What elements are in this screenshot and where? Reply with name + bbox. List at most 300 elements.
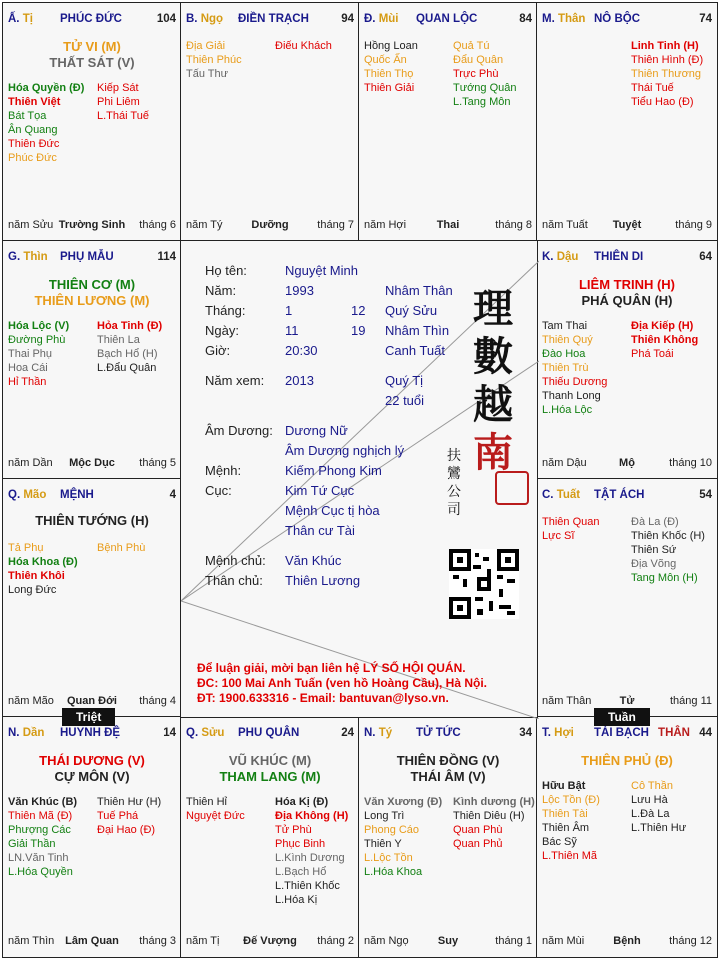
info-label: Cục:: [205, 483, 232, 498]
palace-footer: [364, 219, 532, 233]
minor-star: Lộc Tồn (Đ): [542, 794, 600, 806]
palace-ngo[interactable]: [180, 2, 360, 242]
palace-mao[interactable]: [2, 478, 182, 718]
footer-year: năm Ngọ: [364, 935, 409, 947]
branch-label: [542, 13, 585, 25]
footer-year: năm Sửu: [8, 219, 54, 231]
footer-month: tháng 5: [139, 457, 176, 469]
minor-stars-left: [8, 319, 69, 389]
minor-star: Địa Võng: [631, 558, 677, 570]
footer-stage: Lâm Quan: [65, 935, 119, 947]
main-star: THAM LANG (M): [219, 769, 321, 784]
info-value: Mệnh Cục tị hòa: [285, 503, 380, 518]
minor-star: Thiên Giải: [364, 82, 415, 94]
seal-char: 司: [447, 502, 461, 518]
info-label: Mệnh:: [205, 463, 242, 478]
palace-dau[interactable]: [536, 240, 718, 480]
footer-year: năm Hợi: [364, 219, 407, 231]
info-row: [205, 301, 465, 321]
footer-year: năm Tuất: [542, 219, 588, 231]
contact-info: [197, 661, 487, 706]
minor-star: Đại Hao (Đ): [97, 824, 156, 836]
minor-star: Hóa Khoa (Đ): [8, 556, 78, 568]
info-label: Giờ:: [205, 343, 231, 358]
footer-stage: Suy: [437, 935, 459, 947]
minor-star: Văn Khúc (B): [8, 796, 78, 808]
footer-year: năm Tị: [186, 935, 220, 947]
footer-stage: Thai: [436, 219, 460, 231]
minor-star: Phượng Các: [8, 824, 71, 836]
branch-name: Mão: [23, 489, 47, 501]
minor-stars-left: [186, 39, 242, 81]
palace-age: 64: [699, 251, 712, 263]
info-value: Thân cư Tài: [285, 523, 355, 538]
footer-month: tháng 10: [669, 457, 712, 469]
info-row: [205, 391, 465, 411]
palace-extra-label: THÂN: [658, 727, 690, 739]
branch-name: Dần: [22, 727, 45, 739]
palace-footer: [542, 457, 712, 471]
minor-star: Thiên Quan: [542, 516, 600, 528]
info-row: [205, 481, 465, 501]
minor-stars-right: [97, 541, 145, 555]
palace-tuat[interactable]: [536, 478, 718, 718]
footer-stage: Tử: [619, 695, 635, 707]
palace-name: HUYNH ĐỆ: [60, 727, 121, 739]
minor-star: Tử Phù: [275, 824, 312, 836]
palace-name: QUAN LỘC: [416, 13, 478, 25]
center-info-panel: [180, 240, 538, 718]
minor-star: LN.Văn Tinh: [8, 852, 69, 864]
footer-stage: Quan Đới: [67, 695, 117, 707]
info-row: [205, 571, 465, 591]
footer-month: tháng 2: [317, 935, 354, 947]
minor-star: L.Thiên Hư: [631, 822, 687, 834]
minor-star: Bát Tọa: [8, 110, 47, 122]
minor-stars-left: [364, 795, 442, 879]
minor-star: Giải Thần: [8, 838, 56, 850]
minor-stars-left: [186, 795, 245, 823]
minor-star: Thanh Long: [542, 390, 601, 402]
minor-star: Thiên Thọ: [364, 68, 414, 80]
branch-label: [8, 251, 48, 263]
minor-star: Thiên La: [97, 334, 140, 346]
minor-star: L.Hóa Quyền: [8, 866, 73, 878]
minor-star: L.Lộc Tồn: [364, 852, 413, 864]
main-star: LIÊM TRINH (H): [578, 277, 676, 292]
main-star: THIÊN PHỦ (Đ): [581, 753, 673, 768]
info-label: Ngày:: [205, 323, 239, 338]
palace-age: 94: [341, 13, 354, 25]
minor-star: L.Thiên Khốc: [275, 880, 340, 892]
info-row: [205, 341, 465, 361]
minor-star: Đào Hoa: [542, 348, 586, 360]
palace-header: [364, 13, 532, 29]
minor-star: Linh Tinh (H): [631, 40, 699, 52]
footer-stage: Bệnh: [613, 935, 641, 947]
minor-star: Hữu Bật: [542, 780, 586, 792]
minor-star: Thiên Không: [631, 334, 699, 346]
main-stars: [181, 753, 359, 785]
info-value: 12: [351, 303, 366, 318]
palace-mui[interactable]: [358, 2, 538, 242]
palace-age: 74: [699, 13, 712, 25]
main-stars: [3, 753, 181, 785]
info-label: Năm:: [205, 283, 237, 298]
palace-footer: [542, 695, 712, 709]
minor-star: Đẩu Quân: [453, 54, 504, 66]
palace-name: PHU QUÂN: [238, 727, 300, 739]
triet-badge: Triệt: [62, 708, 115, 726]
branch-letter: Đ.: [364, 13, 376, 25]
minor-stars-right: [97, 795, 161, 837]
info-label: Tháng:: [205, 303, 246, 318]
minor-star: Nguyệt Đức: [186, 810, 245, 822]
minor-stars-left: [542, 515, 599, 543]
branch-letter: K.: [542, 251, 554, 263]
info-value: Nhâm Thìn: [385, 323, 450, 338]
minor-star: Long Trì: [364, 810, 405, 822]
minor-star: L.Thái Tuế: [97, 110, 149, 122]
footer-year: năm Dần: [8, 457, 53, 469]
minor-star: Địa Giải: [186, 40, 226, 52]
minor-star: Thiên Hỉ: [186, 796, 227, 808]
footer-year: năm Dậu: [542, 457, 587, 469]
palace-hoi[interactable]: [536, 716, 718, 958]
main-star: THIÊN TƯỚNG (H): [35, 513, 149, 528]
info-row: [205, 501, 465, 521]
branch-label: [542, 489, 580, 501]
footer-stage: Mộ: [619, 457, 635, 469]
minor-star: Hỉ Thần: [8, 376, 47, 388]
branch-letter: Q.: [186, 727, 199, 739]
minor-stars-right: [275, 39, 332, 53]
minor-stars-left: [8, 81, 84, 165]
branch-name: Sửu: [201, 727, 225, 739]
minor-star: L.Đà La: [631, 808, 670, 820]
minor-star: Tuế Phá: [97, 810, 139, 822]
minor-star: L.Bạch Hổ: [275, 866, 327, 878]
minor-star: Phong Cáo: [364, 824, 420, 836]
footer-month: tháng 11: [669, 695, 712, 707]
minor-star: Tả Phụ: [8, 542, 44, 554]
palace-header: [186, 727, 354, 743]
minor-stars-right: [97, 81, 149, 123]
footer-year: năm Mùi: [542, 935, 585, 947]
footer-month: tháng 9: [675, 219, 712, 231]
minor-stars-right: [631, 515, 705, 585]
minor-stars-right: [275, 795, 348, 907]
palace-name: MỆNH: [60, 489, 94, 501]
branch-label: [186, 727, 224, 739]
main-star: VŨ KHÚC (M): [228, 753, 312, 768]
minor-stars-left: [8, 541, 78, 597]
palace-age: 104: [156, 13, 176, 25]
footer-stage: Dưỡng: [251, 219, 289, 231]
palace-age: 54: [699, 489, 712, 501]
footer-year: năm Thìn: [8, 935, 55, 947]
minor-star: Thiên Khốc (H): [631, 530, 705, 542]
palace-suu[interactable]: [180, 716, 360, 958]
calligraphy-char-1: 理: [473, 285, 513, 332]
calligraphy-char-2: 數: [473, 333, 513, 380]
palace-header: [542, 13, 712, 29]
minor-star: Trực Phù: [453, 68, 499, 80]
minor-star: Thiên Việt: [8, 96, 61, 108]
minor-star: Hoa Cái: [8, 362, 48, 374]
palace-footer: [186, 219, 354, 233]
minor-star: Thiên Sứ: [631, 544, 677, 556]
branch-name: Tị: [22, 13, 33, 25]
info-value: Văn Khúc: [285, 553, 342, 568]
minor-star: Thiếu Dương: [542, 376, 608, 388]
footer-month: tháng 3: [139, 935, 176, 947]
palace-header: [186, 13, 354, 29]
minor-star: Đường Phù: [8, 334, 66, 346]
minor-star: Thái Tuế: [631, 82, 674, 94]
branch-letter: C.: [542, 489, 554, 501]
info-row: [205, 441, 465, 461]
info-value: 2013: [285, 373, 314, 388]
branch-label: [364, 13, 399, 25]
footer-stage: Mộc Dục: [69, 457, 115, 469]
palace-header: [364, 727, 532, 743]
minor-star: Điếu Khách: [275, 40, 332, 52]
minor-star: Phi Liêm: [97, 96, 140, 108]
minor-star: Thiên Trù: [542, 362, 589, 374]
minor-star: Quả Tú: [453, 40, 490, 52]
minor-stars-right: [97, 319, 162, 375]
info-label: Âm Dương:: [205, 423, 273, 438]
branch-label: [8, 727, 44, 739]
branch-label: [8, 13, 33, 25]
minor-star: Quan Phù: [453, 824, 503, 836]
branch-letter: G.: [8, 251, 21, 263]
main-stars: [3, 277, 181, 309]
seal-text: [447, 447, 465, 519]
minor-star: L.Đẩu Quân: [97, 362, 157, 374]
contact-line-3[interactable]: ĐT: 1900.633316 - Email: bantuvan@lyso.vn.: [197, 691, 449, 705]
minor-star: Lực Sĩ: [542, 530, 575, 542]
branch-name: Tuất: [556, 489, 581, 501]
info-row: [205, 371, 465, 391]
info-value: 1993: [285, 283, 314, 298]
palace-age: 84: [519, 13, 532, 25]
minor-star: L.Tang Môn: [453, 96, 511, 108]
minor-star: Thiên Đức: [8, 138, 60, 150]
branch-letter: T.: [542, 727, 551, 739]
branch-label: [186, 13, 223, 25]
palace-header: [542, 489, 712, 505]
tuan-badge: Tuần: [594, 708, 650, 726]
seal-char: 鸞: [447, 466, 461, 482]
info-value: 22 tuổi: [385, 393, 425, 408]
palace-footer: [8, 457, 176, 471]
minor-star: L.Thiên Mã: [542, 850, 598, 862]
minor-star: Hóa Lộc (V): [8, 320, 70, 332]
palace-footer: [186, 935, 354, 949]
main-star: TỬ VI (M): [63, 39, 121, 54]
info-row: [205, 461, 465, 481]
minor-star: Thiên Hư (H): [97, 796, 162, 808]
qr-code-icon[interactable]: [449, 549, 519, 619]
minor-star: L.Hóa Khoa: [364, 866, 423, 878]
palace-footer: [542, 935, 712, 949]
minor-star: Địa Kiếp (H): [631, 320, 694, 332]
minor-star: Thiên Phúc: [186, 54, 242, 66]
palace-footer: [542, 219, 712, 233]
info-row: [205, 421, 465, 441]
palace-name: NÔ BỘC: [594, 13, 640, 25]
minor-star: Kiếp Sát: [97, 82, 139, 94]
palace-name: THIÊN DI: [594, 251, 644, 263]
info-row: [205, 261, 465, 281]
info-label: Mệnh chủ:: [205, 553, 266, 568]
minor-star: Phúc Đức: [8, 152, 57, 164]
red-seal-stamp: [495, 471, 529, 505]
palace-header: [8, 251, 176, 267]
palace-dan[interactable]: [2, 716, 182, 958]
minor-star: Long Đức: [8, 584, 57, 596]
palace-ty[interactable]: [358, 716, 538, 958]
branch-letter: Ấ.: [8, 13, 20, 25]
minor-stars-right: [453, 39, 517, 109]
branch-letter: M.: [542, 13, 555, 25]
minor-star: Hỏa Tinh (Đ): [97, 320, 163, 332]
palace-than[interactable]: [536, 2, 718, 242]
info-value: Canh Tuất: [385, 343, 445, 358]
info-value: Nguyệt Minh: [285, 263, 358, 278]
main-star: THIÊN LƯƠNG (M): [34, 293, 150, 308]
minor-star: Thiên Tài: [542, 808, 588, 820]
footer-month: tháng 1: [495, 935, 532, 947]
palace-header: [542, 727, 712, 743]
palace-age: 34: [519, 727, 532, 739]
minor-star: Đà La (Đ): [631, 516, 679, 528]
palace-age: 4: [169, 489, 176, 501]
palace-name: TÀI BẠCH: [594, 727, 649, 739]
palace-age: 44: [699, 727, 712, 739]
branch-name: Thìn: [23, 251, 48, 263]
branch-name: Thân: [557, 13, 586, 25]
info-value: Kim Tứ Cục: [285, 483, 355, 498]
palace-footer: [364, 935, 532, 949]
info-value: 19: [351, 323, 366, 338]
minor-star: Tang Môn (H): [631, 572, 698, 584]
info-value: Quý Sửu: [385, 303, 438, 318]
minor-star: Ân Quang: [8, 124, 58, 136]
minor-star: Cô Thần: [631, 780, 673, 792]
minor-star: Thai Phụ: [8, 348, 53, 360]
minor-star: Thiên Y: [364, 838, 402, 850]
minor-stars-left: [8, 795, 77, 879]
palace-footer: [8, 219, 176, 233]
minor-star: L.Hóa Lộc: [542, 404, 593, 416]
palace-age: 14: [163, 727, 176, 739]
info-label: Họ tên:: [205, 263, 247, 278]
minor-star: Quan Phủ: [453, 838, 503, 850]
footer-month: tháng 7: [317, 219, 354, 231]
branch-label: [364, 727, 392, 739]
minor-star: Thiên Khôi: [8, 570, 65, 582]
info-row: [205, 521, 465, 541]
minor-stars-right: [631, 319, 698, 361]
minor-star: Kình dương (H): [453, 796, 535, 808]
minor-star: Hồng Loan: [364, 40, 418, 52]
branch-name: Dậu: [556, 251, 579, 263]
minor-star: Tướng Quân: [453, 82, 517, 94]
calligraphy-char-4: 南: [473, 429, 513, 476]
palace-thin[interactable]: [2, 240, 182, 480]
minor-star: Phục Binh: [275, 838, 326, 850]
footer-stage: Đế Vượng: [243, 935, 297, 947]
palace-name: ĐIỀN TRẠCH: [238, 13, 309, 25]
minor-star: Hóa Quyền (Đ): [8, 82, 85, 94]
footer-stage: Trường Sinh: [58, 219, 126, 231]
minor-star: Thiên Quý: [542, 334, 593, 346]
minor-star: Thiên Thương: [631, 68, 702, 80]
minor-star: Bạch Hổ (H): [97, 348, 158, 360]
palace-footer: [8, 935, 176, 949]
info-value: Dương Nữ: [285, 423, 348, 438]
minor-star: L.Kình Dương: [275, 852, 345, 864]
branch-letter: Q.: [8, 489, 21, 501]
main-star: THÁI ÂM (V): [410, 769, 486, 784]
info-label: Thân chủ:: [205, 573, 263, 588]
main-star: PHÁ QUÂN (H): [581, 293, 673, 308]
main-star: CỰ MÔN (V): [54, 769, 130, 784]
info-row: [205, 551, 465, 571]
info-value: Nhâm Thân: [385, 283, 453, 298]
info-label: Năm xem:: [205, 373, 265, 388]
minor-star: L.Hóa Kị: [275, 894, 318, 906]
minor-star: Địa Không (H): [275, 810, 349, 822]
main-stars: [3, 513, 181, 529]
minor-stars-left: [542, 779, 600, 863]
minor-star: Tam Thai: [542, 320, 588, 332]
palace-ti[interactable]: [2, 2, 182, 242]
palace-footer: [8, 695, 176, 709]
main-stars: [537, 753, 717, 769]
palace-header: [8, 489, 176, 505]
branch-label: [8, 489, 46, 501]
branch-letter: N.: [364, 727, 376, 739]
palace-header: [8, 727, 176, 743]
info-value: Thiên Lương: [285, 573, 361, 588]
branch-name: Mùi: [378, 13, 399, 25]
contact-line-1: Để luận giải, mời bạn liên hệ LÝ SỐ HỘI QUÁN.: [197, 661, 466, 675]
minor-star: Lưu Hà: [631, 794, 668, 806]
footer-month: tháng 12: [669, 935, 712, 947]
palace-name: PHÚC ĐỨC: [60, 13, 122, 25]
minor-star: Tấu Thư: [186, 68, 229, 80]
footer-year: năm Mão: [8, 695, 54, 707]
minor-stars-right: [631, 39, 703, 109]
minor-stars-right: [631, 779, 686, 835]
minor-star: Thiên Diêu (H): [453, 810, 525, 822]
palace-name: TỬ TỨC: [416, 727, 461, 739]
palace-age: 24: [341, 727, 354, 739]
info-value: Âm Dương nghịch lý: [285, 443, 405, 458]
minor-star: Quốc Ấn: [364, 54, 407, 66]
info-value: 11: [285, 323, 299, 338]
calligraphy-char-3: 越: [473, 381, 513, 428]
branch-label: [542, 727, 574, 739]
minor-star: Thiên Mã (Đ): [8, 810, 73, 822]
branch-label: [542, 251, 578, 263]
info-value: 20:30: [285, 343, 318, 358]
minor-star: Phá Toái: [631, 348, 674, 360]
